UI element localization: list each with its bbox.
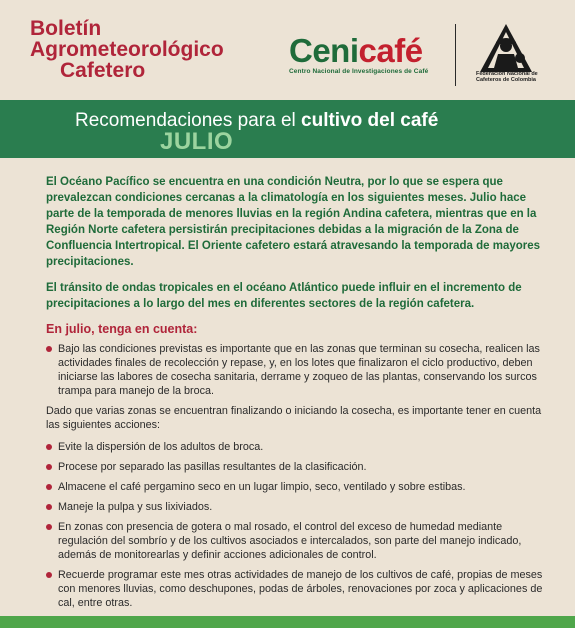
- list-item-text: Procese por separado las pasillas resultantes de la clasificación.: [58, 461, 367, 473]
- list-item-text: Maneje la pulpa y sus lixiviados.: [58, 501, 213, 513]
- federacion-text-line-1: Federación Nacional de: [476, 71, 538, 77]
- list-item-text: Recuerde programar este mes otras actividades de manejo de los cultivos de café, propias de meses con menores lluvias, como deschupones, podas de árboles, renovaciones por zoca y aplicaciones de cal, entre otras.: [58, 569, 543, 609]
- bulletin-title-line-2: Agrometeorológico: [30, 38, 224, 61]
- cenicafe-wordmark-b: café: [358, 32, 423, 69]
- banner-title-normal: Recomendaciones para el: [75, 110, 302, 131]
- bullet-icon: [46, 444, 52, 450]
- bullet-icon: [46, 524, 52, 530]
- list-item: [46, 500, 546, 514]
- bullet-icon: [46, 464, 52, 470]
- banner-month: JULIO: [160, 128, 234, 155]
- actions-intro: Dado que varias zonas se encuentran finalizando o iniciando la cosecha, es importante tener en cuenta las siguientes acciones:: [46, 405, 542, 431]
- bullet-icon: [46, 504, 52, 510]
- banner-title-bold: cultivo del café: [301, 110, 439, 131]
- list-item-text: Evite la dispersión de los adultos de broca.: [58, 441, 264, 453]
- bulletin-content: [46, 174, 546, 616]
- list-item: [46, 460, 546, 474]
- list-item: [46, 480, 546, 494]
- list-item: [46, 520, 546, 562]
- cenicafe-logo: [289, 34, 428, 75]
- federacion-text: [476, 71, 546, 83]
- list-item-text: En zonas con presencia de gotera o mal rosado, el control del exceso de humedad mediante regulación del sombrío y de los cultivos asociados e intercalados, son parte del manejo indicado, además de monitorearlas y definir acciones adicionales de control.: [58, 521, 522, 561]
- bullet-icon: [46, 484, 52, 490]
- banner-title: [75, 110, 438, 132]
- footer-bar: [0, 616, 575, 628]
- list-item-text: Almacene el café pergamino seco en un lugar limpio, seco, ventilado y sobre estibas.: [58, 481, 466, 493]
- list-item: [46, 342, 546, 398]
- bulletin-title-line-3: Cafetero: [60, 59, 146, 82]
- bulletin-title-line-1: Boletín: [30, 17, 102, 40]
- list-item: [46, 568, 546, 610]
- recommendations-heading: En julio, tenga en cuenta:: [46, 322, 198, 336]
- cenicafe-subtitle: Centro Nacional de Investigaciones de Café: [289, 68, 429, 75]
- header: [0, 0, 575, 100]
- federacion-text-line-2: Cafeteros de Colombia: [476, 77, 536, 83]
- bulletin-title: [30, 18, 224, 81]
- cenicafe-wordmark-a: Ceni: [289, 32, 359, 69]
- recommendation-list-1: [46, 342, 546, 398]
- intro-paragraph-1: El Océano Pacífico se encuentra en una condición Neutra, por lo que se espera que prevalezcan condiciones cercanas a la climatología en los siguientes meses. Julio hace parte de la temporada de menores lluvias en la región Andina cafetera, mientras que en la Región Norte cafetera persistirán precipitaciones debidas a la migración de la Zona de Confluencia Intertropical. El Oriente cafetero estará atravesando la temporada de mayores precipitaciones.: [46, 176, 541, 268]
- list-item: [46, 440, 546, 454]
- bullet-icon: [46, 346, 52, 352]
- recommendation-list-2: [46, 440, 546, 610]
- bullet-icon: [46, 572, 52, 578]
- intro-paragraph-2: El tránsito de ondas tropicales en el océano Atlántico puede influir en el incremento de precipitaciones a lo largo del mes en diferentes sectores de la región cafetera.: [46, 282, 522, 310]
- cenicafe-wordmark: [289, 34, 428, 67]
- title-banner: [0, 100, 575, 158]
- logo-divider: [455, 24, 456, 86]
- list-item-text: Bajo las condiciones previstas es importante que en las zonas que terminan su cosecha, realicen las actividades finales de recolección y repase, y, en los lotes que finalizaron el ciclo productivo, deben iniciarse las labores de cosecha sanitaria, derrame y zoqueo de las plantas, conservando los surcos trampa para manejo de la broca.: [58, 343, 540, 397]
